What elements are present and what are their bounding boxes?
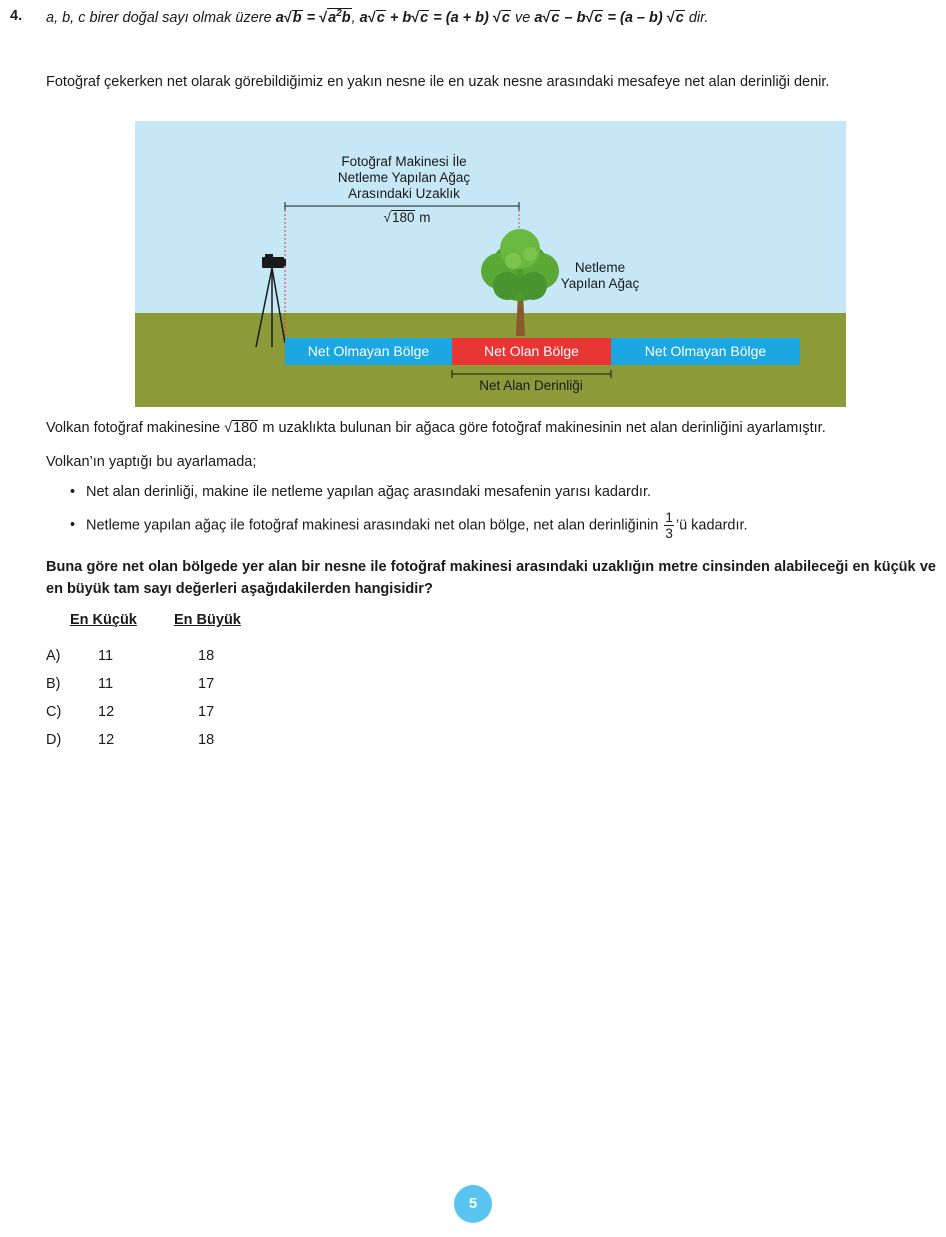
question-premise bbox=[46, 8, 708, 26]
distance-value bbox=[367, 210, 447, 226]
given-text: Volkan fotoğraf makinesine bbox=[46, 420, 225, 436]
depth-bracket bbox=[452, 370, 611, 378]
premise-radicand: b bbox=[292, 9, 302, 26]
sqrt-symbol: √ bbox=[319, 9, 328, 26]
distance-label bbox=[319, 154, 489, 202]
bullet-text: Net alan derinliği, makine ile netleme yapılan ağaç arasındaki mesafenin yarısı kadardır. bbox=[86, 484, 651, 500]
premise-radicand: c bbox=[675, 9, 684, 26]
tree-label bbox=[545, 260, 655, 292]
option-min-value: 11 bbox=[98, 648, 114, 664]
bullet-text: ’ü kadardır. bbox=[675, 517, 748, 534]
premise-term: = (a – b) bbox=[603, 9, 667, 26]
answer-option-c[interactable] bbox=[46, 704, 286, 724]
tripod-camera-icon bbox=[256, 254, 286, 347]
sqrt-symbol: √ bbox=[411, 9, 420, 26]
premise-term: = bbox=[302, 9, 320, 26]
answer-option-a[interactable] bbox=[46, 648, 286, 668]
given-paragraph bbox=[46, 420, 826, 436]
sqrt-symbol: √ bbox=[383, 210, 391, 225]
bullet-text: Netleme yapılan ağaç ile fotoğraf makinesi arasındaki net olan bölge, net alan derinliğinin bbox=[86, 517, 663, 534]
distance-label-line: Netleme Yapılan Ağaç bbox=[337, 170, 471, 185]
sharp-zone: Net Olan Bölge bbox=[452, 338, 611, 365]
sqrt-symbol: √ bbox=[224, 420, 233, 436]
distance-unit: m bbox=[415, 210, 431, 225]
premise-tail: dir. bbox=[684, 9, 709, 26]
option-max-value: 18 bbox=[198, 648, 215, 664]
premise-lead: a, b, c birer doğal sayı olmak üzere bbox=[46, 9, 276, 26]
unsharp-zone-left: Net Olmayan Bölge bbox=[285, 338, 452, 365]
premise-term: + b bbox=[385, 9, 412, 26]
premise-radicand: c bbox=[501, 9, 510, 26]
tree-label-line: Netleme bbox=[574, 260, 626, 275]
condition-bullet bbox=[70, 510, 748, 541]
given-radicand: 180 bbox=[233, 420, 258, 436]
sqrt-symbol: √ bbox=[283, 9, 292, 26]
question-prompt: Buna göre net olan bölgede yer alan bir nesne ile fotoğraf makinesi arasındaki uzaklığın metre cinsinden alabileceği en küçük ve en büyük tam sayı değerleri aşağıdakilerden hangisidir? bbox=[46, 559, 936, 597]
setup-paragraph: Volkan’ın yaptığı bu ayarlamada; bbox=[46, 454, 257, 470]
sqrt-symbol: √ bbox=[585, 9, 594, 26]
distance-label-line: Arasındaki Uzaklık bbox=[348, 186, 460, 201]
fraction-denominator: 3 bbox=[665, 526, 673, 541]
column-header-max: En Büyük bbox=[174, 612, 241, 628]
sqrt-symbol: √ bbox=[542, 9, 551, 26]
premise-radicand: c bbox=[376, 9, 385, 26]
premise-exponent: 2 bbox=[336, 8, 342, 19]
bullet-dot: • bbox=[70, 517, 76, 534]
premise-term: a bbox=[534, 9, 543, 26]
tree-label-line: Yapılan Ağaç bbox=[560, 276, 640, 291]
premise-sep: ve bbox=[510, 9, 535, 26]
page-number-badge: 5 bbox=[454, 1185, 492, 1223]
option-max-value: 17 bbox=[198, 676, 215, 692]
intro-paragraph: Fotoğraf çekerken net olarak görebildiğimiz en yakın nesne ile en uzak nesne arasındaki mesafeye net alan derinliği denir. bbox=[46, 74, 830, 90]
depth-of-field-figure bbox=[135, 121, 846, 407]
premise-term: = (a + b) bbox=[429, 9, 493, 26]
premise-term: a bbox=[328, 9, 337, 26]
given-text: m uzaklıkta bulunan bir ağaca göre fotoğraf makinesinin net alan derinliğini ayarlamıştır. bbox=[258, 420, 826, 436]
unsharp-zone-right: Net Olmayan Bölge bbox=[611, 338, 800, 365]
premise-radicand: c bbox=[594, 9, 603, 26]
option-letter: D) bbox=[46, 732, 62, 748]
answer-option-d[interactable] bbox=[46, 732, 286, 752]
bullet-dot: • bbox=[70, 484, 76, 500]
question-number: 4. bbox=[10, 8, 23, 24]
answer-option-b[interactable] bbox=[46, 676, 286, 696]
option-min-value: 11 bbox=[98, 676, 114, 692]
option-letter: C) bbox=[46, 704, 62, 720]
distance-label-line: Fotoğraf Makinesi İle bbox=[341, 154, 467, 169]
premise-radicand: c bbox=[551, 9, 560, 26]
premise-term: a bbox=[359, 9, 368, 26]
premise-term: – b bbox=[560, 9, 586, 26]
option-max-value: 17 bbox=[198, 704, 215, 720]
distance-radicand: 180 bbox=[391, 210, 415, 225]
depth-of-field-label: Net Alan Derinliği bbox=[479, 378, 583, 393]
premise-term: a bbox=[275, 9, 284, 26]
premise-term: b bbox=[341, 9, 351, 26]
fraction-numerator: 1 bbox=[665, 510, 673, 525]
premise-radicand: c bbox=[420, 9, 429, 26]
distance-bracket bbox=[285, 202, 519, 210]
fraction bbox=[664, 510, 674, 541]
column-header-min: En Küçük bbox=[70, 612, 137, 628]
condition-bullet bbox=[70, 484, 651, 500]
option-letter: A) bbox=[46, 648, 61, 664]
sqrt-symbol: √ bbox=[367, 9, 376, 26]
option-min-value: 12 bbox=[98, 732, 115, 748]
sqrt-symbol: √ bbox=[666, 9, 675, 26]
sqrt-symbol: √ bbox=[492, 9, 501, 26]
option-letter: B) bbox=[46, 676, 61, 692]
premise-radicand bbox=[327, 8, 352, 26]
option-min-value: 12 bbox=[98, 704, 115, 720]
option-max-value: 18 bbox=[198, 732, 215, 748]
premise-sep: , bbox=[351, 9, 360, 26]
